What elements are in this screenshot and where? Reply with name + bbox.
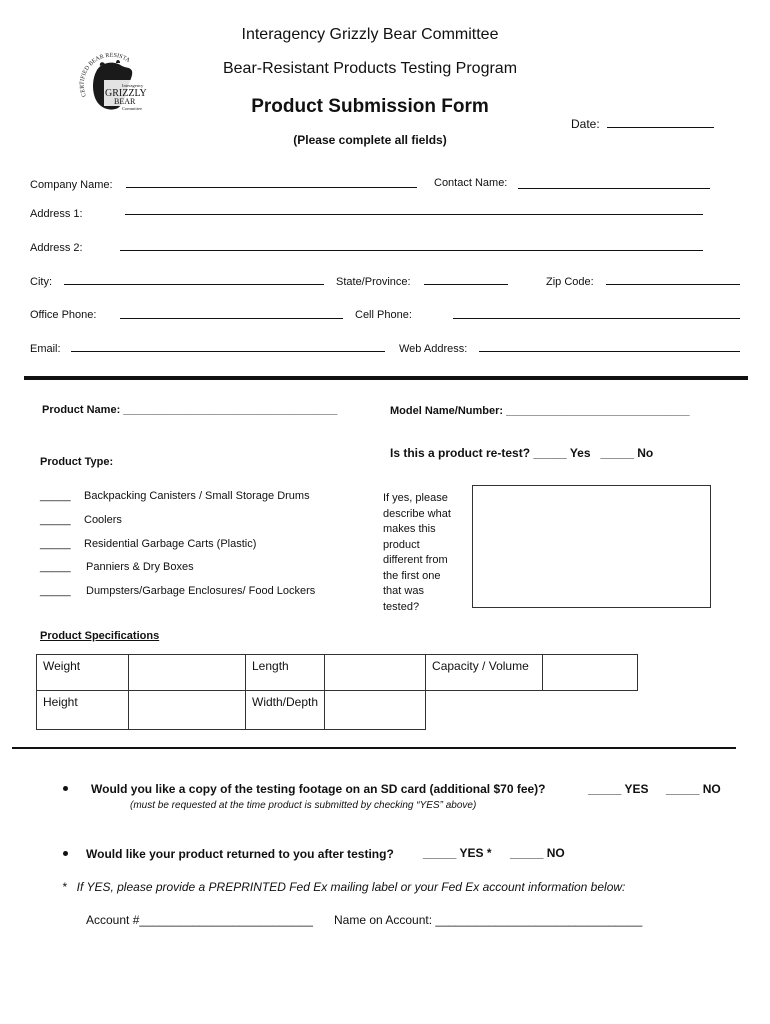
logo-arc-text: CERTIFIED BEAR RESISTA (79, 52, 131, 98)
type-blank: _____ (40, 538, 71, 550)
bullet-icon (63, 786, 68, 791)
weight-input[interactable] (129, 655, 246, 691)
fedex-note: * If YES, please provide a PREPRINTED Fed Ex mailing label or your Fed Ex account information below: (62, 880, 626, 894)
if-yes-line: describe what (383, 507, 451, 520)
height-label: Height (37, 691, 129, 730)
type-label: Coolers (84, 514, 122, 526)
email-field[interactable] (71, 351, 385, 352)
width-depth-label: Width/Depth (246, 691, 325, 730)
company-name-label: Company Name: (30, 179, 113, 191)
product-type-option[interactable] (40, 514, 122, 526)
product-type-option[interactable] (40, 585, 316, 597)
web-address-label: Web Address: (399, 343, 468, 355)
web-address-field[interactable] (479, 351, 740, 352)
if-yes-line: that was (383, 585, 424, 597)
retest-description-box[interactable] (472, 485, 711, 608)
contact-name-field[interactable] (518, 188, 710, 189)
logo-line4: Committee (122, 106, 142, 111)
retest-question[interactable]: Is this a product re-test? _____ Yes _____ No (390, 446, 654, 460)
if-yes-line: the first one (383, 569, 441, 582)
length-input[interactable] (325, 655, 426, 691)
date-label: Date: (571, 117, 600, 131)
type-blank: _____ (40, 561, 71, 573)
cell-phone-label: Cell Phone: (355, 309, 412, 321)
type-blank: _____ (40, 514, 71, 526)
address1-label: Address 1: (30, 208, 83, 220)
zip-field[interactable] (606, 284, 740, 285)
instructions: (Please complete all fields) (293, 133, 447, 147)
form-title: Product Submission Form (251, 96, 489, 117)
specs-table (36, 654, 638, 730)
address1-field[interactable] (125, 214, 703, 215)
type-label: Dumpsters/Garbage Enclosures/ Food Lockers (86, 585, 316, 597)
cell-phone-field[interactable] (453, 318, 740, 319)
if-yes-line: If yes, please (383, 492, 448, 504)
if-yes-line: different from (383, 554, 448, 566)
specs-title: Product Specifications (40, 630, 160, 642)
address2-field[interactable] (120, 250, 703, 251)
email-label: Email: (30, 343, 61, 355)
org-title: Interagency Grizzly Bear Committee (241, 26, 499, 43)
office-phone-field[interactable] (120, 318, 343, 319)
account-number-field[interactable]: Account #__________________________ (86, 913, 313, 927)
footer-divider (12, 747, 736, 749)
sd-card-note: (must be requested at the time product is submitted by checking “YES” above) (130, 800, 477, 811)
city-field[interactable] (64, 284, 324, 285)
product-name-field[interactable]: Product Name: ___________________________________ (42, 404, 338, 416)
if-yes-line: makes this (383, 523, 436, 535)
office-phone-label: Office Phone: (30, 309, 97, 321)
logo-line3: BEAR (114, 97, 136, 106)
product-type-option[interactable] (40, 561, 194, 573)
sd-card-question: Would you like a copy of the testing footage on an SD card (additional $70 fee)? (91, 782, 546, 796)
date-field[interactable] (607, 127, 714, 128)
length-label: Length (246, 655, 325, 691)
name-on-account-field[interactable]: Name on Account: _______________________________ (334, 913, 643, 927)
model-name-field[interactable]: Model Name/Number: ______________________________ (390, 405, 690, 417)
program-title: Bear-Resistant Products Testing Program (222, 60, 518, 77)
product-type-option[interactable] (40, 490, 310, 502)
if-yes-description-label (383, 491, 451, 615)
type-blank: _____ (40, 585, 71, 597)
address2-label: Address 2: (30, 242, 83, 254)
weight-label: Weight (37, 655, 129, 691)
logo-line2: GRIZZLY (105, 88, 147, 99)
bullet-icon (63, 851, 68, 856)
contact-name-label: Contact Name: (434, 177, 508, 189)
sd-card-yes[interactable]: _____ YES (588, 782, 649, 796)
logo-line1: Interagency (122, 83, 144, 88)
return-question: Would like your product returned to you after testing? (86, 847, 394, 861)
sd-card-no[interactable]: _____ NO (666, 782, 721, 796)
type-label: Panniers & Dry Boxes (86, 561, 194, 573)
state-field[interactable] (424, 284, 508, 285)
section-divider (24, 376, 748, 380)
type-blank: _____ (40, 490, 71, 502)
product-type-label: Product Type: (40, 456, 114, 468)
capacity-input[interactable] (543, 655, 638, 691)
type-label: Backpacking Canisters / Small Storage Drums (84, 490, 310, 502)
zip-label: Zip Code: (546, 276, 594, 288)
state-label: State/Province: (336, 276, 411, 288)
type-label: Residential Garbage Carts (Plastic) (84, 538, 257, 550)
capacity-label: Capacity / Volume (426, 655, 543, 691)
if-yes-line: tested? (383, 600, 420, 613)
height-input[interactable] (129, 691, 246, 730)
city-label: City: (30, 276, 52, 288)
if-yes-line: product (383, 538, 420, 551)
company-name-field[interactable] (126, 187, 417, 188)
return-no[interactable]: _____ NO (510, 846, 565, 860)
return-yes[interactable]: _____ YES * (423, 846, 492, 860)
product-type-option[interactable] (40, 538, 257, 550)
width-depth-input[interactable] (325, 691, 426, 730)
